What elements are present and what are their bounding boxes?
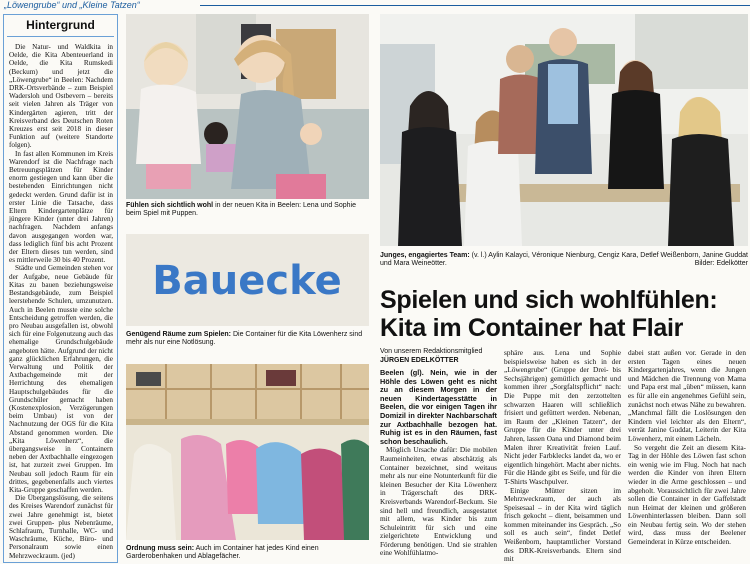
running-head-bar — [0, 0, 750, 12]
running-head: „Löwengrube“ und „Kleine Tatzen“ — [4, 0, 140, 10]
caption-bauecke — [126, 331, 369, 347]
caption-text: (v. l.) Aylin Kalayci, Véronique Nienburg, Cengiz Kara, Detlef Weißenborn, Janine Guddat und Mara Weineötter. — [380, 252, 748, 268]
caption-bold: Ordnung muss sein: — [126, 545, 195, 552]
wardrobe-illustration — [126, 364, 369, 540]
headline-line-1: Spielen und sich wohlfühlen: — [380, 286, 718, 314]
running-head-rule — [200, 5, 750, 6]
caption-bold: Fühlen sich sichtlich wohl — [126, 202, 214, 209]
headline-line-2: Kita im Container hat Flair — [380, 314, 684, 342]
article-paragraph: Einige Mütter sitzen im Mehrzweckraum, der auch als Speisesaal – in der Kita wird täglich frisch gekocht – dient, beisammen und kommen miteinander ins Gespräch. „So soll es auch sein“, findet Detlef Weißenborn, hauptamtlicher Vorstand des DRK-Kreisverbands. Eltern sind mit — [504, 485, 621, 564]
article-column-2 — [504, 349, 621, 564]
article-paragraph: Möglich Ursache dafür: Die mobilen Raumeinheiten, etwas abschätzig als Container bezeichnet, sind weitaus mehr als nur eine Notunterkunft für die kleinen Besucher der Kita Löwenherz in Trägerschaft des DRK-Kreisverbands Warendorf-Beckum. Sie sind hell und freundlich, ausgestattet mit allem, was Kinder bis zum Schuleintritt für sich und eine zielgerichtete Entwicklung und Förderung benötigen. Und sie strahlen eine Wohlfühlatmo- — [380, 445, 497, 558]
sidebar-body — [4, 37, 117, 560]
kids-dolls-illustration — [126, 14, 369, 199]
article-paragraph: So vergeht die Zeit an diesem Kita-Tag in der Höhle des Löwen fast schon ein wenig wie im Flug. Noch hat nach werden die Kinder von ihren Eltern wieder in die Arme geschlossen – und abgeholt. Voraussichtlich für zwei Jahre sollen die Container in der Gaffelstadt nun Heimat der kleinen und größeren Löwenhinterlassen bleiben. Dann soll ein Neubau fertig sein. Wo der stehen wird, dass muss der Beelener Gemeinderat in Kürze entscheiden. — [628, 442, 746, 547]
background-sidebar — [3, 14, 118, 563]
sidebar-paragraph: Städte und Gemeinden stehen vor der Aufgabe, neue Gebäude für Kitas zu bauen beziehungsweise Bestandsgebäude, zum Beispiel leerstehende Schulen, umzunutzen. Auch in Beelen musste eine solche Entscheidung getroffen werden, die pro Neubau ausgefallen ist, obwohl sich für eine Folgenutzung auch das ehemalige Grundschulgebäude angeboten hätte. Aufgrund der nicht ganz glücklichen Erfahrungen, die Verwaltung und Politik der Axtbachgemeinde mit der Herrichtung des ehemaligen Hauptschulgebäudes für die Grundschüler gemacht haben (Kostenexplosion, Verzögerungen beim Umbau) ist von der Nachnutzung der OGS für die Kita Abstand genommen worden. Die „Kita Löwenherz“, die übergangsweise in Containern neben der Axtbachhalle eingezogen ist, hat zurzeit zwei Gruppen. Im Neubau soll jedoch Raum für ein drittes, gegebenenfalls auch viertes Kita-Gruppe geschaffen werden. — [9, 264, 113, 494]
caption-text: in der neuen Kita in Beelen: Lena und Sophie beim Spiel mit Puppen. — [126, 202, 356, 218]
lead-text: Nein, wie in der Höhle des Löwen geht es nicht zu an diesem Morgen in der neuen Kindertagesstätte in Beelen, die vor einigen Tagen ihr Domizil in direkter Nachbarschaft zur Axtbachhalle bezogen hat. Ruhig ist es in den Räumen, fast schon beschaulich. — [380, 368, 497, 446]
sidebar-paragraph: In fast allen Kommunen im Kreis Warendorf ist die Nachfrage nach Betreuungsplätzen für Kinder enorm gestiegen und kann über die bestehenden Einrichtungen nicht gedeckt werden. Grund dafür ist in erster Linie die Tatsache, dass Eltern Kindergartenplätze für jüngere Kinder (unter drei Jahren) nachfragen. Nachdem anfangs davon ausgegangen worden war, dass lediglich fünf bis acht Prozent der Eltern dieses tun werden, sind es mittlerweile 30 bis 40 Prozent. — [9, 149, 113, 265]
photo-wardrobe — [126, 364, 369, 540]
bauecke-sign-text: Bauecke — [152, 258, 342, 304]
sidebar-title: Hintergrund — [7, 15, 114, 37]
caption-wardrobe — [126, 545, 369, 561]
byline-intro: Von unserem Redaktionsmitglied — [380, 348, 483, 355]
photo-kids-with-dolls — [126, 14, 369, 199]
lead-place: Beelen (gl). — [380, 368, 424, 377]
caption-text: Auch im Container hat jedes Kind einen Garderobenhaken und Ablagefächer. — [126, 545, 319, 561]
byline-author: JÜRGEN EDELKÖTTER — [380, 356, 459, 364]
team-illustration — [380, 14, 748, 246]
caption-team — [380, 252, 748, 268]
article-paragraph: sphäre aus. Lena und Sophie beispielsweise haben es sich in der „Löwengrube“ (Gruppe der Drei- bis Sechsjährigen) gemütlich gemacht und kommen ihrer „Sorgfaltspflicht“ nach: Die Puppe mit den zerzottelten schwarzen Haaren will schließlich frisiert und gefüttert werden. Nebenan, im Raum der „Kleinen Tatzen“, der Gruppe für die Kinder unter drei Jahren, lassen Oana und Diamond beim Malen ihrer Kreativität freien Lauf. Nicht jeder Farbklecks landet da, wo er eigentlich hingehört. Macht aber nichts. Für die Hände gibt es Seife, und für die T-Shirts Waschpulver. — [504, 348, 621, 486]
caption-bold: Genügend Räume zum Spielen: — [126, 331, 232, 338]
article-lead — [380, 369, 497, 446]
bauecke-sign-illustration — [126, 234, 369, 326]
article-headline — [380, 286, 748, 342]
sidebar-paragraph: Die Natur- und Waldkita in Oelde, die Kita Abenteuerland in Oelde, die Kita Rumskedi (Beckum) und jetzt die „Löwengrube“ in Beelen: Nachdem DRK-Ortsverbände – zum Beispiel Wadersloh und Ostbevern – bereits seit vielen Jahren als Träger von Kindergärten agieren, tritt der Kreisverband des Deutschen Roten Kreuzes erst seit 2018 in dieser Funktion auf (weitere Standorte folgen). — [9, 43, 113, 150]
caption-kids-with-dolls — [126, 202, 369, 218]
article-paragraph: dabei statt außen vor. Gerade in den ersten Tagen eines neuen Kindergartenjahres, wenn die Jungen und Mädchen die Trennung von Mama und Papa erst mal „üben“ müssen, kann es für alle ein angenehmes Gefühl sein, zunächst noch etwas Nähe zu bewahren. „Manchmal fällt die Loslösungen den Kindern viel leichter als den Eltern“, verrät Janine Guddat, Leiterin der Kita Löwenherz, mit einem Lächeln. — [628, 348, 746, 443]
photo-bauecke-sign — [126, 234, 369, 326]
byline — [380, 348, 498, 365]
photo-credit: Bilder: Edelkötter — [694, 260, 748, 268]
article-column-1 — [380, 369, 497, 558]
caption-text: Die Container für die Kita Löwenherz sind mehr als nur eine Notlösung. — [126, 331, 363, 347]
caption-bold: Junges, engagiertes Team: — [380, 252, 470, 259]
article-column-3 — [628, 349, 746, 547]
photo-team — [380, 14, 748, 246]
sidebar-paragraph: Die Übergangslösung, die seitens des Kreises Warendorf zunächst für zwei Jahre genehmigt ist, bietet zwei Gruppen- plus Nebenräume, Schlafraum, Turnhalle, WC- und Waschräume, Küche, Büro- und Personalraum sowie einen Mehrzweckraum. (jed) — [9, 494, 113, 560]
